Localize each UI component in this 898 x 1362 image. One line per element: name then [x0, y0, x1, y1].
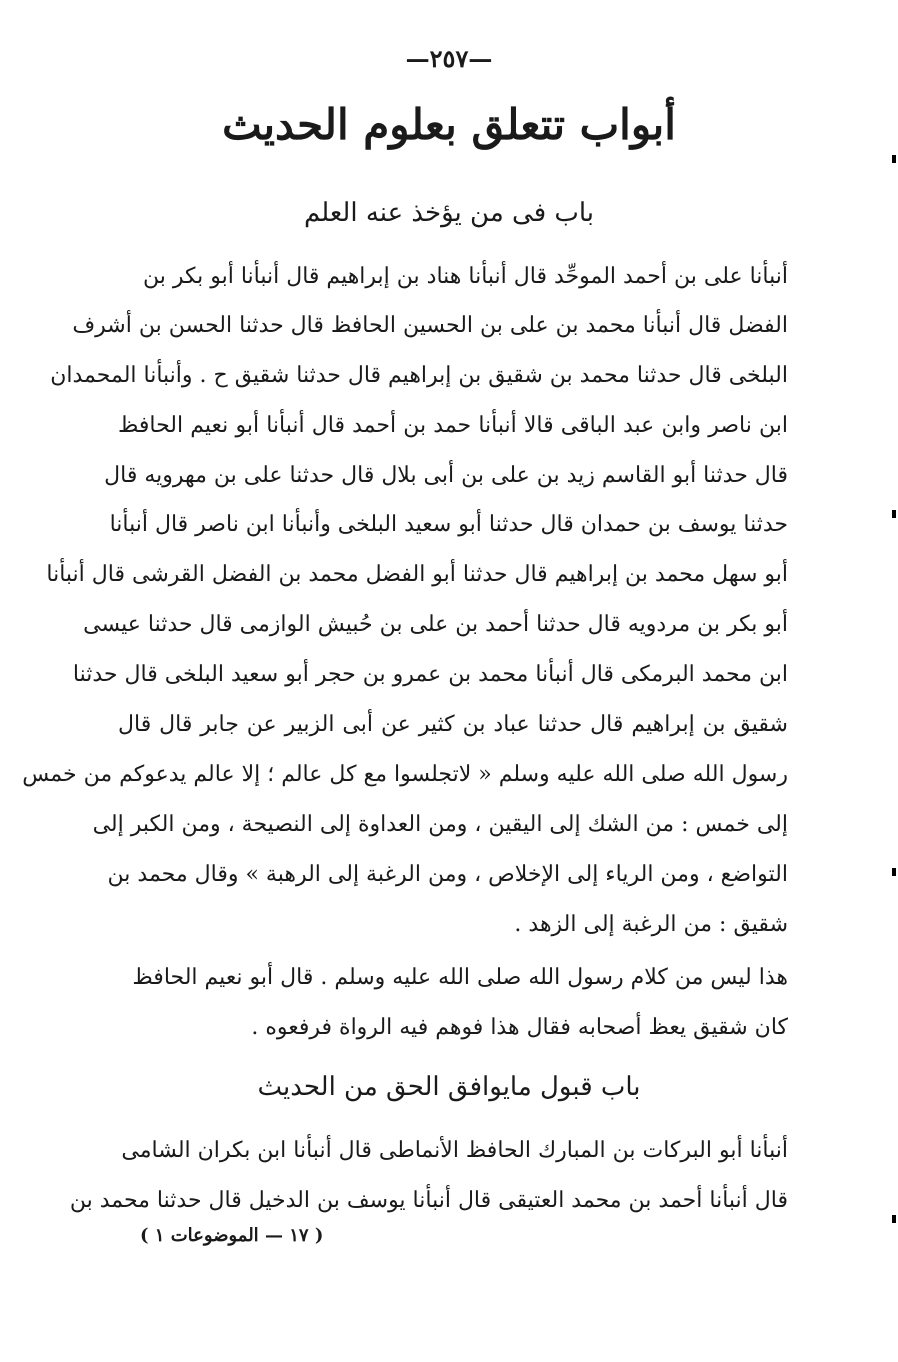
- paragraph-line: قال حدثنا أبو القاسم زيد بن على بن أبى بلال قال حدثنا على بن مهرويه قال: [104, 463, 788, 488]
- paragraph-line: التواضع ، ومن الرياء إلى الإخلاص ، ومن الرغبة إلى الرهبة » وقال محمد بن: [107, 862, 788, 887]
- paragraph-line: أبو سهل محمد بن إبراهيم قال حدثنا أبو الفضل محمد بن الفضل القرشى قال أنبأنا: [46, 562, 788, 587]
- margin-mark: [892, 510, 896, 518]
- page-number: —٢٥٧—: [405, 44, 493, 73]
- paragraph-line: شقيق : من الرغبة إلى الزهد .: [514, 912, 788, 937]
- paragraph-line: ابن ناصر وابن عبد الباقى قالا أنبأنا حمد بن أحمد قال أنبأنا أبو نعيم الحافظ: [118, 413, 788, 438]
- paragraph-line: رسول الله صلى الله عليه وسلم « لاتجلسوا مع كل عالم ؛ إلا عالم يدعوكم من خمس: [22, 762, 788, 787]
- paragraph-line: الفضل قال أنبأنا محمد بن على بن الحسين الحافظ قال حدثنا الحسن بن أشرف: [72, 313, 788, 338]
- note-line: كان شقيق يعظ أصحابه فقال هذا فوهم فيه الرواة فرفعوه .: [251, 1015, 788, 1040]
- paragraph-line: ابن محمد البرمكى قال أنبأنا محمد بن عمرو بن حجر أبو سعيد البلخى قال حدثنا: [72, 662, 788, 687]
- note-line: هذا ليس من كلام رسول الله صلى الله عليه وسلم . قال أبو نعيم الحافظ: [132, 965, 788, 990]
- paragraph-line: إلى خمس : من الشك إلى اليقين ، ومن العداوة إلى النصيحة ، ومن الكبر إلى: [92, 812, 788, 837]
- margin-mark: [892, 1215, 896, 1223]
- margin-mark: [892, 155, 896, 163]
- footer-signature: ( ١٧ — الموضوعات ١ ): [140, 1225, 324, 1246]
- paragraph-line: البلخى قال حدثنا محمد بن شقيق بن إبراهيم قال حدثنا شقيق ح . وأنبأنا المحمدان: [50, 363, 788, 388]
- paragraph-line: شقيق بن إبراهيم قال حدثنا عباد بن كثير عن أبى الزبير عن جابر قال قال: [118, 712, 788, 737]
- section-heading-1: باب فى من يؤخذ عنه العلم: [303, 198, 595, 228]
- section-heading-2: باب قبول مايوافق الحق من الحديث: [257, 1072, 641, 1102]
- paragraph-line: أنبأنا على بن أحمد الموحِّد قال أنبأنا هناد بن إبراهيم قال أنبأنا أبو بكر بن: [142, 264, 788, 289]
- margin-mark: [892, 868, 896, 876]
- chapter-title: أبواب تتعلق بعلوم الحديث: [222, 100, 676, 149]
- paragraph-line: أنبأنا أبو البركات بن المبارك الحافظ الأنماطى قال أنبأنا ابن بكران الشامى: [121, 1138, 788, 1163]
- paragraph-line: حدثنا يوسف بن حمدان قال حدثنا أبو سعيد البلخى وأنبأنا ابن ناصر قال أنبأنا: [109, 512, 788, 537]
- paragraph-line: قال أنبأنا أحمد بن محمد العتيقى قال أنبأنا يوسف بن الدخيل قال حدثنا محمد بن: [69, 1188, 788, 1213]
- paragraph-line: أبو بكر بن مردويه قال حدثنا أحمد بن على بن حُبيش الوازمى قال حدثنا عيسى: [83, 612, 788, 637]
